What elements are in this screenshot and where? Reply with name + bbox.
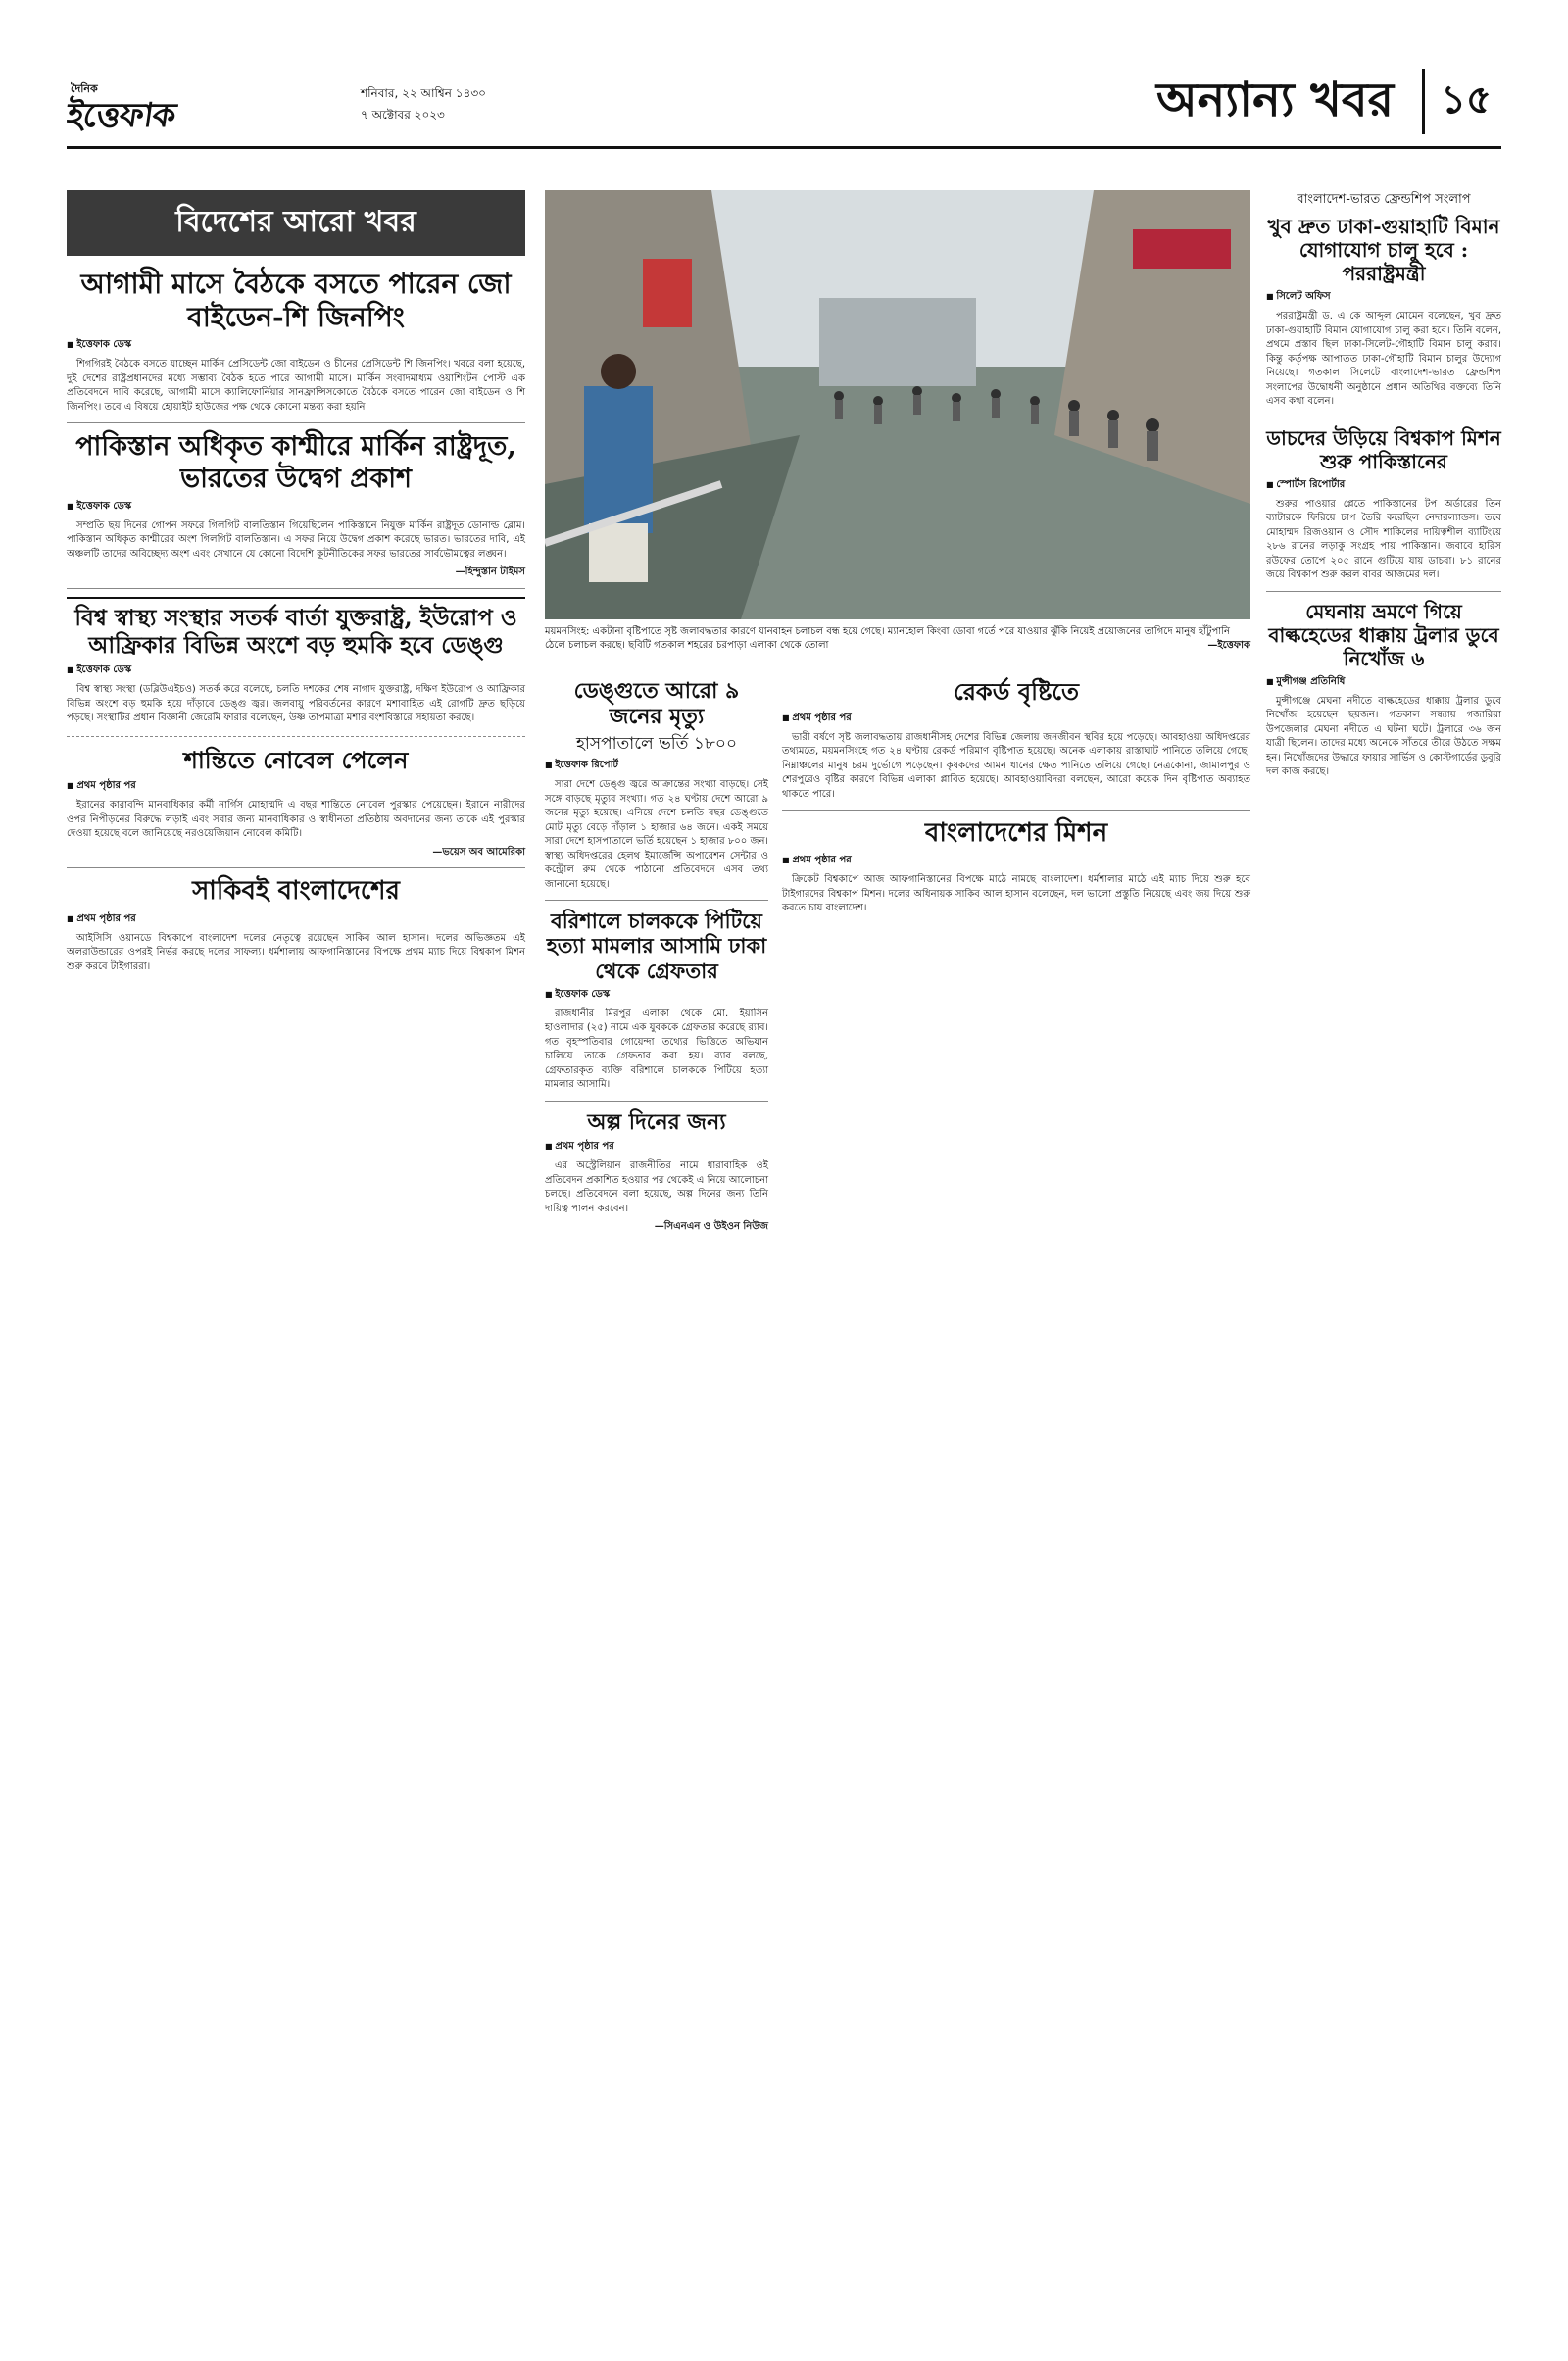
article-body: ইরানের কারাবন্দি মানবাধিকার কর্মী নার্গিস মোহাম্মদি এ বছর শান্তিতে নোবেল পুরস্কার পেয়েছেন। ইরানে নারীদের ওপর নিপীড়নের বিরুদ্ধে লড়াই এবং সবার জন্য মানবাধিকার ও স্বাধীনতা প্রতিষ্ঠায় অবদানের জন্য তাকে এই পুরস্কার দেওয়া হয়েছে বলে জানিয়েছে নরওয়েজিয়ান নোবেল কমিটি। —ভয়েস অব আমেরিকা: [67, 799, 525, 860]
headline: ডেঙ্গুতে আরো ৯ জনের মৃত্যু: [573, 678, 740, 730]
article-short-term: [545, 1109, 768, 1235]
article-body: রাজধানীর মিরপুর এলাকা থেকে মো. ইয়াসিন হাওলাদার (২৫) নামে এক যুবককে গ্রেফতার করেছে র‍্যাব। গত বৃহস্পতিবার গোয়েন্দা তথ্যের ভিত্তিতে অভিযান চালিয়ে তাকে গ্রেফতার করা হয়। র‍্যাব বলছে, গ্রেফতারকৃত ব্যক্তি বরিশালে চালককে পিটিয়ে হত্যা মামলার আসামি।: [545, 1008, 768, 1091]
article-pakistan-win: [1266, 426, 1501, 583]
byline: ■ ইত্তেফাক ডেস্ক: [67, 499, 525, 516]
article-body: শুরুর পাওয়ার প্লেতে পাকিস্তানের টপ অর্ডারের তিন ব্যাটারকে ফিরিয়ে চাপ তৈরি করেছিল নেদারল্যান্ডস। তবে মোহাম্মদ রিজওয়ান ও সৌদ শাকিলের দায়িত্বশীল ব্যাটিংয়ে ২৮৬ রানের লড়াকু সংগ্রহ পায় পাকিস্তান। জবাবে হারিস রউফের তোপে ২০৫ রানে গুটিয়ে যায় ডাচরা। ৮১ রানের জয়ে বিশ্বকাপ শুরু করল বাবর আজমের দল।: [1266, 498, 1501, 580]
article-body: ভারী বর্ষণে সৃষ্ট জলাবদ্ধতায় রাজধানীসহ দেশের বিভিন্ন জেলায় জনজীবন স্থবির হয়ে পড়েছে। আবহাওয়া অধিদপ্তরের তথ্যমতে, ময়মনসিংহে গত ২৪ ঘণ্টায় রেকর্ড পরিমাণ বৃষ্টিপাত হয়েছে। অনেক এলাকায় রাস্তাঘাট পানিতে তলিয়ে গেছে। নিম্নাঞ্চলের মানুষ চরম দুর্ভোগে পড়েছেন। কৃষকদের আমন ধানের ক্ষেত পানিতে তলিয়ে গেছে। নেত্রকোনা, জামালপুর ও শেরপুরেও বৃষ্টির কারণে বিভিন্ন এলাকা প্লাবিত হয়েছে। আবহাওয়াবিদরা বলছেন, আরো কয়েক দিন বৃষ্টিপাত অব্যাহত থাকতে পারে।: [782, 731, 1250, 800]
left-column: [67, 190, 525, 978]
logo-small-text: দৈনিক: [71, 82, 98, 95]
flood-street-image: [545, 190, 1250, 619]
issue-dates: [361, 82, 486, 125]
article-body: ক্রিকেট বিশ্বকাপে আজ আফগানিস্তানের বিপক্ষে মাঠে নামছে বাংলাদেশ। ধর্মশালার মাঠে এই ম্যাচ দিয়ে শুরু হবে টাইগারদের বিশ্বকাপ মিশন। দলের অধিনায়ক সাকিব আল হাসান বলেছেন, দল ভালো প্রস্তুতি নিয়েছে এবং জয় দিয়ে শুরু করতে চায় বাংলাদেশ।: [782, 874, 1250, 914]
middle-column: [545, 678, 768, 1235]
article-shakib: [67, 876, 525, 974]
photo-caption: [545, 625, 1250, 653]
date-english: ৭ অক্টোবর ২০২৩: [361, 108, 445, 122]
headline: পাকিস্তান অধিকৃত কাশ্মীরে মার্কিন রাষ্ট্রদূত, ভারতের উদ্বেগ প্রকাশ: [75, 431, 516, 494]
headline: রেকর্ড বৃষ্টিতে: [953, 677, 1079, 706]
credit: —হিন্দুস্তান টাইমস: [455, 566, 525, 578]
byline: ■ ইত্তেফাক ডেস্ক: [545, 987, 768, 1004]
section-banner: বিদেশের আরো খবর: [67, 190, 525, 256]
byline: ■ প্রথম পৃষ্ঠার পর: [545, 1139, 768, 1156]
byline: ■ ইত্তেফাক ডেস্ক: [67, 663, 525, 679]
masthead: [64, 51, 1501, 149]
flood-photo: [545, 190, 1250, 619]
article-dhaka-guwahati: [1266, 215, 1501, 410]
caption-text: ময়মনসিংহ: একটানা বৃষ্টিপাতে সৃষ্ট জলাবদ্ধতার কারণে যানবাহন চলাচল বন্ধ হয়ে গেছে। ম্যানহোল কিংবা ডোবা গর্তে পরে যাওয়ার ঝুঁকি নিয়েই প্রয়োজনের তাগিদে মানুষ হাঁটুপানি ঠেলে চলাচল করছে। ছবিটি গতকাল শহরের চরপাড়া এলাকা থেকে তোলা: [545, 626, 1230, 651]
page-number: ১৫: [1422, 69, 1492, 134]
newspaper-page: [64, 51, 1501, 2325]
article-body: মুন্সীগঞ্জে মেঘনা নদীতে বাল্কহেডের ধাক্কায় ট্রলার ডুবে নিখোঁজ হয়েছেন ছয়জন। গতকাল সন্ধ্যায় গজারিয়া উপজেলার মেঘনা নদীতে এ ঘটনা ঘটে। ট্রলারে ৩৬ জন যাত্রী ছিলেন। তাদের মধ্যে অনেকে সাঁতরে তীরে উঠতে সক্ষম হন। নিখোঁজদের উদ্ধারে ফায়ার সার্ভিস ও কোস্টগার্ডের ডুবুরি দল কাজ করছে।: [1266, 695, 1501, 777]
middle-wide-column: [782, 678, 1250, 920]
logo-text: ইত্তেফাক: [64, 96, 178, 135]
headline: বরিশালে চালককে পিটিয়ে হত্যা মামলার আসামি ঢাকা থেকে গ্রেফতার: [546, 909, 767, 983]
article-nobel-peace: [67, 747, 525, 861]
credit: —ভয়েস অব আমেরিকা: [432, 846, 525, 858]
headline: ডাচদের উড়িয়ে বিশ্বকাপ মিশন শুরু পাকিস্তানের: [1266, 425, 1501, 473]
headline: বাংলাদেশের মিশন: [924, 818, 1108, 849]
headline: অল্প দিনের জন্য: [587, 1108, 726, 1135]
byline: ■ ইত্তেফাক রিপোর্ট: [545, 758, 768, 774]
article-record-rain: [782, 678, 1250, 802]
article-body: এর অস্ট্রেলিয়ান রাজনীতির নামে ধারাবাহিক ওই প্রতিবেদন প্রকাশিত হওয়ার পর থেকেই এ নিয়ে আলোচনা চলছে। প্রতিবেদনে বলা হয়েছে, অল্প দিনের জন্য তিনি দায়িত্ব পালন করবেন। —সিএনএন ও উইওন নিউজ: [545, 1159, 768, 1235]
article-who-dengue: [67, 597, 525, 726]
article-body: সারা দেশে ডেঙ্গু জ্বরে আক্রান্তের সংখ্যা বাড়ছে। সেই সঙ্গে বাড়ছে মৃত্যুর সংখ্যা। গত ২৪ ঘণ্টায় দেশে আরো ৯ জনের মৃত্যু হয়েছে। এনিয়ে দেশে চলতি বছর ডেঙ্গুতে মোট মৃত্যু বেড়ে দাঁড়াল ১ হাজার ৬৪ জনে। একই সময়ে সারা দেশে হাসপাতালে ভর্তি হয়েছেন ১ হাজার ৮০০ জন। স্বাস্থ্য অধিদপ্তরের হেলথ ইমার্জেন্সি অপারেশন সেন্টার ও কন্ট্রোল রুম থেকে পাঠানো প্রতিবেদনে এসব তথ্য জানানো হয়েছে।: [545, 779, 768, 890]
headline: মেঘনায় ভ্রমণে গিয়ে বাল্কহেডের ধাক্কায় ট্রলার ডুবে নিখোঁজ ৬: [1268, 599, 1499, 670]
right-column: [1266, 190, 1501, 784]
photo-credit: —ইত্তেফাক: [1207, 640, 1250, 651]
article-body: বিশ্ব স্বাস্থ্য সংস্থা (ডব্লিউএইচও) সতর্ক করে বলেছে, চলতি দশকের শেষ নাগাদ যুক্তরাষ্ট্র, দক্ষিণ ইউরোপ ও আফ্রিকার বিভিন্ন অংশে বড় হুমকি হয়ে দাঁড়াবে ডেঙ্গু জ্বর। জলবায়ু পরিবর্তনের কারণে মশাবাহিত এই রোগটি দ্রুত ছড়িয়ে পড়ছে। সংস্থাটির প্রধান বিজ্ঞানী জেরেমি ফারার বলেছেন, উষ্ণ তাপমাত্রা মশার বংশবিস্তারে সহায়তা করছে।: [67, 684, 525, 724]
byline: ■ প্রথম পৃষ্ঠার পর: [782, 711, 1250, 727]
headline: খুব দ্রুত ঢাকা-গুয়াহাটি বিমান যোগাযোগ চালু হবে : পররাষ্ট্রমন্ত্রী: [1267, 215, 1500, 285]
date-bangla: শনিবার, ২২ আশ্বিন ১৪৩০: [361, 86, 486, 100]
headline: সাকিবই বাংলাদেশের: [192, 876, 400, 907]
kicker: বাংলাদেশ-ভারত ফ্রেন্ডশিপ সংলাপ: [1297, 192, 1471, 207]
article-bangladesh-mission: [782, 818, 1250, 916]
article-biden-xi: [67, 268, 525, 415]
subheadline: হাসপাতালে ভর্তি ১৮০০: [575, 733, 737, 754]
section-title: অন্যান্য খবর: [1156, 73, 1394, 127]
credit: —সিএনএন ও উইওন নিউজ: [654, 1221, 768, 1233]
byline: ■ মুন্সীগঞ্জ প্রতিনিধি: [1266, 674, 1501, 691]
newspaper-logo: [64, 80, 282, 135]
article-kashmir: [67, 431, 525, 580]
article-body: আইসিসি ওয়ানডে বিশ্বকাপে বাংলাদেশ দলের নেতৃত্বে রয়েছেন সাকিব আল হাসান। দলের অভিজ্ঞতম এই অলরাউন্ডারের ওপরই নির্ভর করছে দলের সাফল্য। ধর্মশালায় আফগানিস্তানের বিপক্ষে প্রথম ম্যাচ দিয়ে বিশ্বকাপ মিশন শুরু করবে টাইগাররা।: [67, 932, 525, 972]
byline: ■ ইত্তেফাক ডেস্ক: [67, 337, 525, 354]
byline: ■ প্রথম পৃষ্ঠার পর: [67, 778, 525, 795]
article-dengue-deaths: [545, 678, 768, 892]
article-body: পররাষ্ট্রমন্ত্রী ড. এ কে আব্দুল মোমেন বলেছেন, খুব দ্রুত ঢাকা-গুয়াহাটি বিমান যোগাযোগ চালু করা হবে। তিনি বলেন, প্রথমে প্রস্তাব ছিল ঢাকা-সিলেট-গৌহাটি বিমান চালু করার। কিন্তু কর্তৃপক্ষ আপাতত ঢাকা-গৌহাটি বিমান চালুর উদ্যোগ নিয়েছে। গতকাল সিলেটে বাংলাদেশ-ভারত ফ্রেন্ডশিপ সংলাপের উদ্বোধনী অনুষ্ঠানে প্রধান অতিথির বক্তব্যে তিনি এসব কথা বলেন।: [1266, 311, 1501, 407]
byline: ■ প্রথম পৃষ্ঠার পর: [67, 911, 525, 928]
article-body: শিগগিরই বৈঠকে বসতে যাচ্ছেন মার্কিন প্রেসিডেন্ট জো বাইডেন ও চীনের প্রেসিডেন্ট শি জিনপিং। খবরে বলা হয়েছে, দুই দেশের রাষ্ট্রপ্রধানদের মধ্যে সম্ভাব্য বৈঠক হতে পারে আগামী মাসে। মার্কিন সংবাদমাধ্যম ওয়াশিংটন পোস্ট এক প্রতিবেদনে দাবি করেছে, আগামী মাসে ক্যালিফোর্নিয়ার সানফ্রান্সিসকোতে বৈঠকে বসতে পারেন জো বাইডেন ও শি জিনপিং। তবে এ বিষয়ে হোয়াইট হাউজের পক্ষ থেকে কোনো মন্তব্য করা হয়নি।: [67, 359, 525, 413]
headline: শান্তিতে নোবেল পেলেন: [183, 745, 409, 774]
headline: বিশ্ব স্বাস্থ্য সংস্থার সতর্ক বার্তা যুক্তরাষ্ট্র, ইউরোপ ও আফ্রিকার বিভিন্ন অংশে বড় হুমকি হবে ডেঙ্গু: [67, 597, 525, 659]
article-body: সম্প্রতি ছয় দিনের গোপন সফরে গিলগিট বালতিস্তান গিয়েছিলেন পাকিস্তানে নিযুক্ত মার্কিন রাষ্ট্রদূত ডোনাল্ড ব্লোম। পাকিস্তান অধিকৃত কাশ্মীরের অংশ গিলগিট বালতিস্তান। এ সফর নিয়ে উদ্বেগ প্রকাশ করেছে ভারত। ভারতের দাবি, এই অঞ্চলটি তাদের অবিচ্ছেদ্য অংশ এবং সেখানে যে কোনো বিদেশি কূটনীতিকের সফর ভারতের সার্বভৌমত্বের লঙ্ঘন। —হিন্দুস্তান টাইমস: [67, 519, 525, 580]
article-meghna-trawler: [1266, 600, 1501, 780]
headline: আগামী মাসে বৈঠকে বসতে পারেন জো বাইডেন-শি জিনপিং: [80, 268, 512, 333]
byline: ■ প্রথম পৃষ্ঠার পর: [782, 853, 1250, 869]
article-barishal-arrest: [545, 909, 768, 1093]
byline: ■ সিলেট অফিস: [1266, 289, 1501, 306]
byline: ■ স্পোর্টস রিপোর্টার: [1266, 477, 1501, 494]
